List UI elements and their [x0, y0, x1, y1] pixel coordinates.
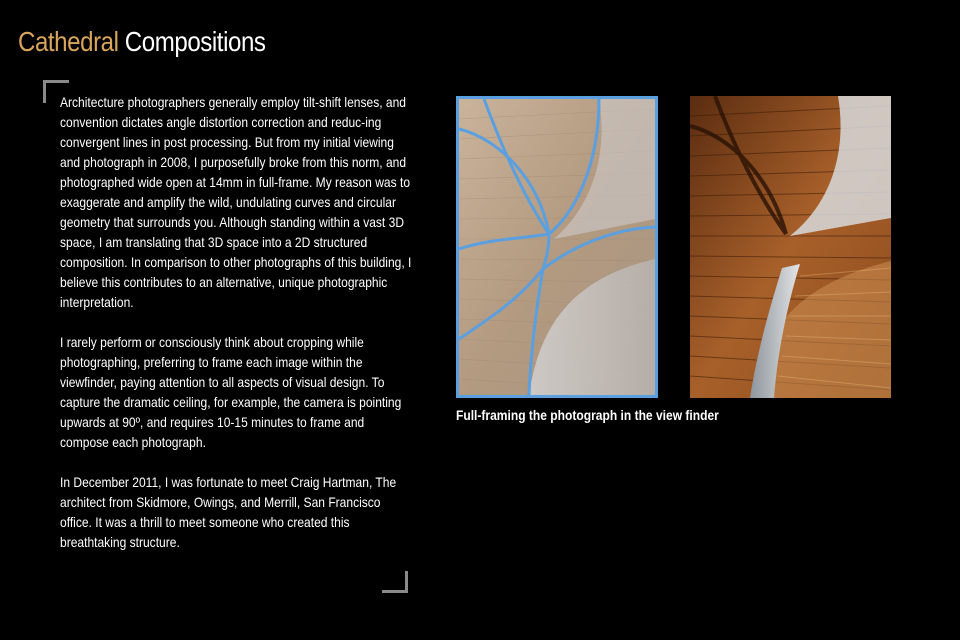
article-paragraph-2: I rarely perform or consciously think about cropping while photographing, preferring to frame each image within the viewfinder, paying attention to all aspects of visual design. To capture the dramatic ceiling, for example, the camera is pointing upwards at 90º, and requires 10-15 minutes to frame and compose each photograph.: [60, 334, 402, 450]
final-cathedral-photo: [690, 96, 891, 398]
article-body: [60, 92, 414, 572]
article-paragraph-3: In December 2011, I was fortunate to meet Craig Hartman, The architect from Skidmore, Owings, and Merrill, San Francisco office. It was a thrill to meet someone who created this breathtaking structure.: [60, 474, 397, 550]
title-rest-word: Compositions: [124, 26, 266, 57]
title-accent-word: Cathedral: [18, 26, 119, 57]
decorative-bracket-bottom-right: [382, 571, 408, 593]
article-paragraph-1: Architecture photographers generally employ tilt-shift lenses, and convention dictates angle distortion correction and reduc-ing convergent lines in post processing. But from my initial viewing and photograph in 2008, I purposefully broke from this norm, and photographed wide open at 14mm in full-frame. My reason was to exaggerate and amplify the wild, undulating curves and circular geometry that surrounds you. Although standing within a vast 3D space, I am translating that 3D space into a 2D structured composition. In comparison to other photographs of this building, I believe this contributes to an alternative, unique photographic interpretation.: [60, 94, 412, 310]
framing-diagram-photo: [456, 96, 658, 398]
page-title: [18, 26, 266, 58]
figure-caption: Full-framing the photograph in the view finder: [456, 407, 719, 423]
